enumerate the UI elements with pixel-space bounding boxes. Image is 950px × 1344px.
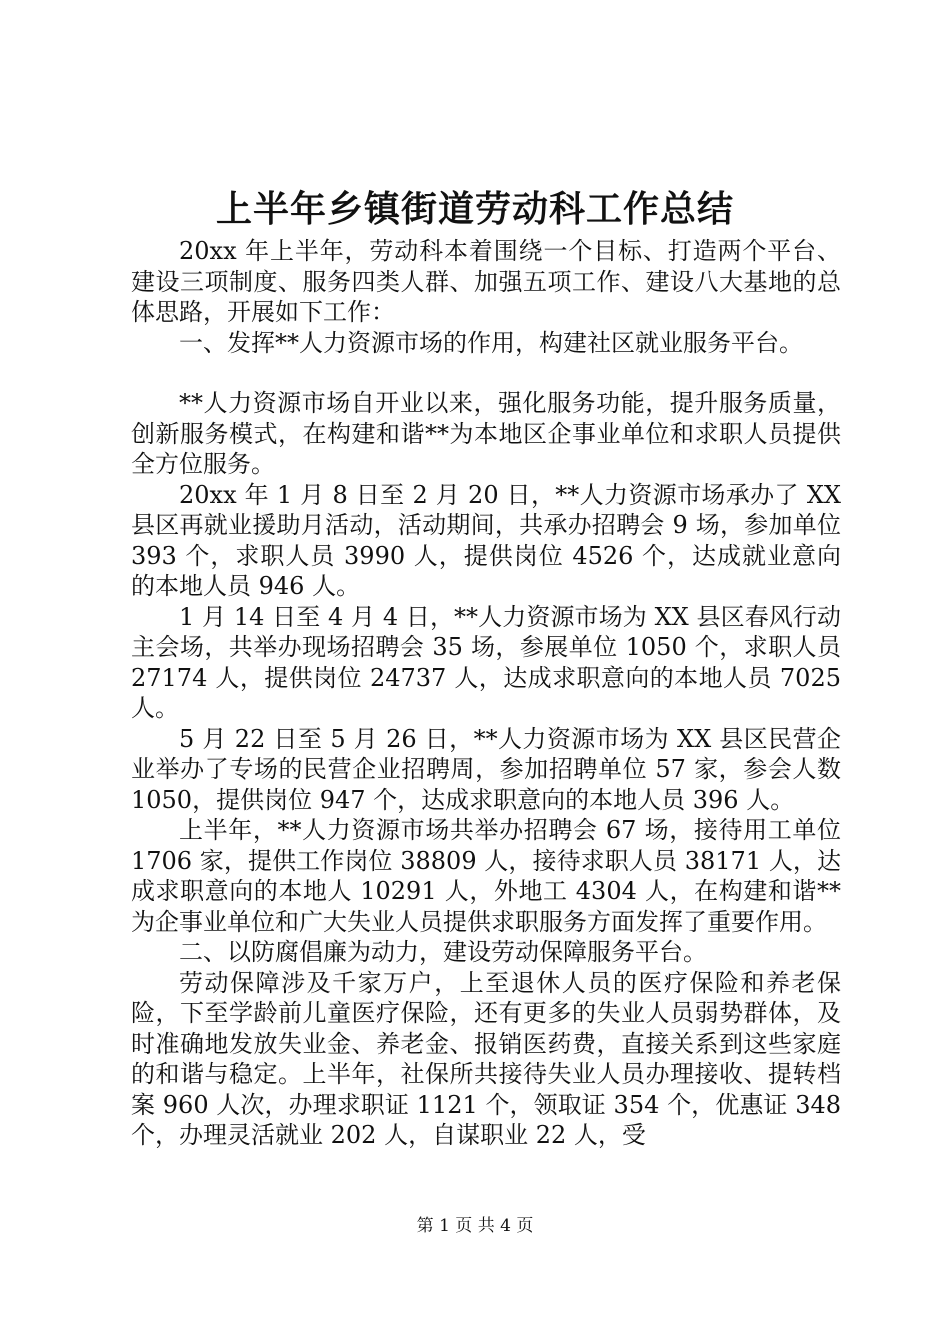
paragraph-intro: 20xx 年上半年，劳动科本着围绕一个目标、打造两个平台、建设三项制度、服务四类人群、加强五项工作、建设八大基地的总体思路，开展如下工作：: [131, 237, 841, 326]
paragraph-private-enterprise-week: 5 月 22 日至 5 月 26 日，**人力资源市场为 XX 县区民营企业举办了专场的民营企业招聘周，参加招聘单位 57 家，参会人数 1050，提供岗位 947 个，达成求职意向的本地人员 396 人。: [131, 724, 841, 814]
section-heading-2: 二、以防腐倡廉为动力，建设劳动保障服务平台。: [179, 938, 707, 966]
section-heading-1: 一、发挥**人力资源市场的作用，构建社区就业服务平台。: [179, 328, 803, 357]
paragraph-market-overview: **人力资源市场自开业以来，强化服务功能，提升服务质量，创新服务模式，在构建和谐**为本地区企事业单位和求职人员提供全方位服务。: [131, 389, 841, 478]
document-title: 上半年乡镇街道劳动科工作总结: [215, 188, 734, 230]
paragraph-labor-security: 劳动保障涉及千家万户，上至退休人员的医疗保险和养老保险，下至学龄前儿童医疗保险，还有更多的失业人员弱势群体，及时准确地发放失业金、养老金、报销医药费，直接关系到这些家庭的和谐与稳定。上半年，社保所共接待失业人员办理接收、提转档案 960 人次，办理求职证 1121 个，领取证 354 个，优惠证 348 个，办理灵活就业 202 人，自谋职业 22 人，受: [131, 968, 841, 1149]
paragraph-spring-campaign: 1 月 14 日至 4 月 4 日，**人力资源市场为 XX 县区春风行动主会场，共举办现场招聘会 35 场，参展单位 1050 个，求职人员 27174 人，提供岗位 24737 人，达成求职意向的本地人员 7025 人。: [131, 602, 841, 722]
document-body: [131, 236, 841, 1151]
paragraph-half-year-summary: 上半年，**人力资源市场共举办招聘会 67 场，接待用工单位 1706 家，提供工作岗位 38809 人，接待求职人员 38171 人，达成求职意向的本地人 10291 人，外地工 4304 人，在构建和谐**为企事业单位和广大失业人员提供求职服务方面发挥了重要作用。: [131, 816, 841, 936]
page-footer: 第 1 页 共 4 页: [416, 1216, 534, 1236]
paragraph-reemployment-month: 20xx 年 1 月 8 日至 2 月 20 日，**人力资源市场承办了 XX 县区再就业援助月活动，活动期间，共承办招聘会 9 场，参加单位 393 个，求职人员 3990 人，提供岗位 4526 个，达成就业意向的本地人员 946 人。: [131, 480, 841, 600]
